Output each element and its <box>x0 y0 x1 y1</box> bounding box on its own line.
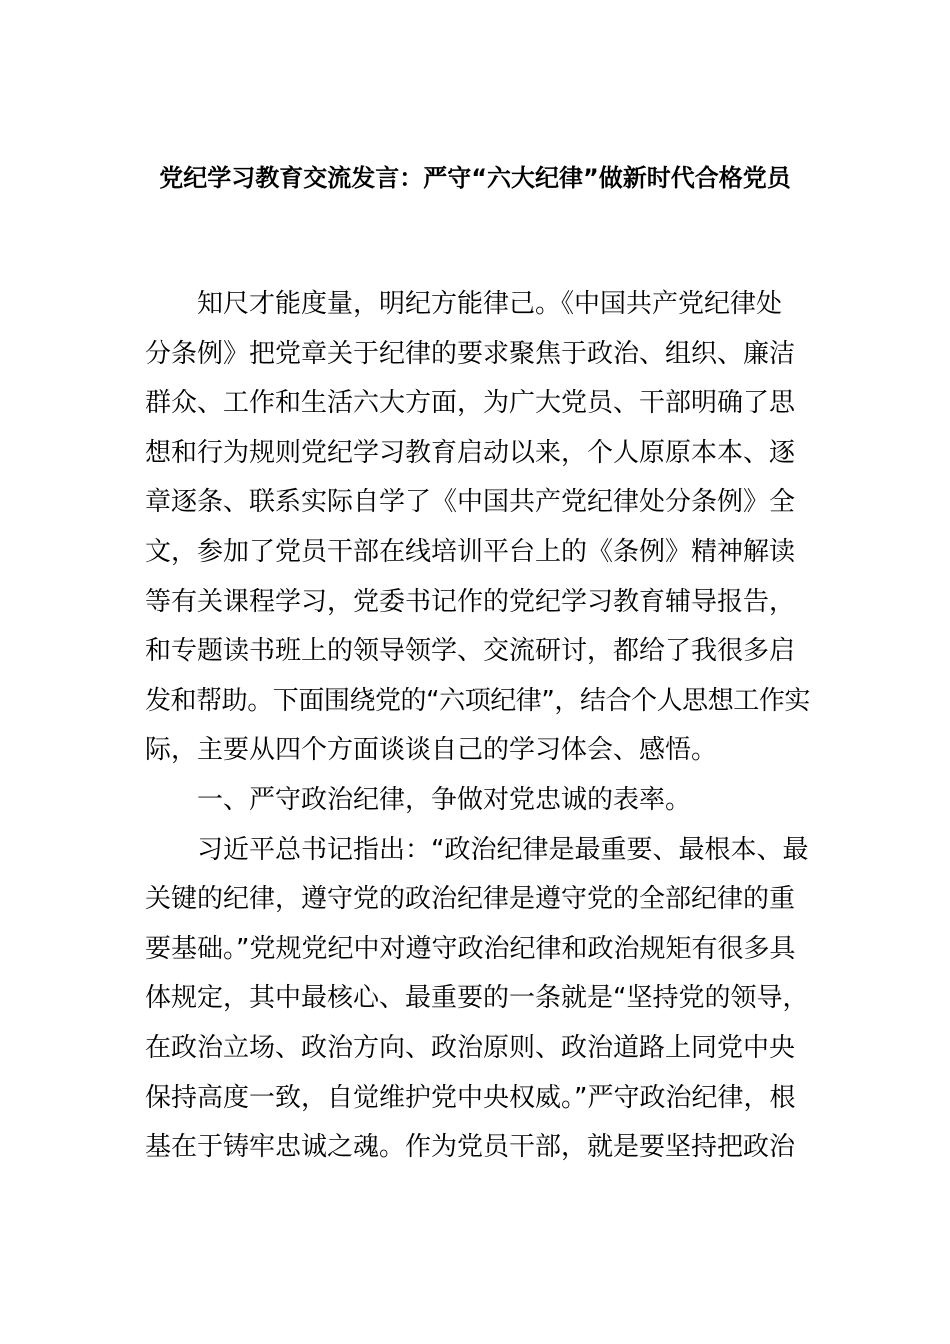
document-body <box>145 280 810 1173</box>
paragraph-line: 文，参加了党员干部在线培训平台上的《条例》精神解读 <box>145 536 796 567</box>
document-title: 党纪学习教育交流发言：严守“六大纪律”做新时代合格党员 <box>159 164 791 192</box>
paragraph-line: 关键的纪律，遵守党的政治纪律是遵守党的全部纪律的重 <box>145 884 796 915</box>
paragraph-line: 在政治立场、政治方向、政治原则、政治道路上同党中央 <box>145 1032 796 1063</box>
paragraph-line: 发和帮助。下面围绕党的“六项纪律”，结合个人思想工作实 <box>145 685 810 716</box>
paragraph-line: 知尺才能度量，明纪方能律己。《中国共产党纪律处 <box>197 289 783 319</box>
paragraph-line: 章逐条、联系实际自学了《中国共产党纪律处分条例》全 <box>145 487 796 518</box>
paragraph-line: 想和行为规则党纪学习教育启动以来，个人原原本本、逐 <box>145 437 796 468</box>
paragraph-line: 保持高度一致，自觉维护党中央权威。”严守政治纪律，根 <box>145 1082 796 1113</box>
paragraph-line: 基在于铸牢忠诚之魂。作为党员干部，就是要坚持把政治 <box>145 1132 796 1163</box>
paragraph-line: 群众、工作和生活六大方面，为广大党员、干部明确了思 <box>145 388 796 419</box>
paragraph-line: 等有关课程学习，党委书记作的党纪学习教育辅导报告， <box>145 586 796 617</box>
paragraph-line: 体规定，其中最核心、最重要的一条就是“坚持党的领导， <box>145 983 809 1014</box>
paragraph-line: 际，主要从四个方面谈谈自己的学习体会、感悟。 <box>145 735 718 766</box>
paragraph-line: 分条例》把党章关于纪律的要求聚焦于政治、组织、廉洁 <box>145 338 796 369</box>
section-heading: 一、严守政治纪律，争做对党忠诚的表率。 <box>197 784 692 815</box>
paragraph-line: 习近平总书记指出：“政治纪律是最重要、最根本、最 <box>197 834 809 865</box>
paragraph-line: 和专题读书班上的领导领学、交流研讨，都给了我很多启 <box>145 636 796 667</box>
paragraph-line: 要基础。”党规党纪中对遵守政治纪律和政治规矩有很多具 <box>145 933 796 964</box>
